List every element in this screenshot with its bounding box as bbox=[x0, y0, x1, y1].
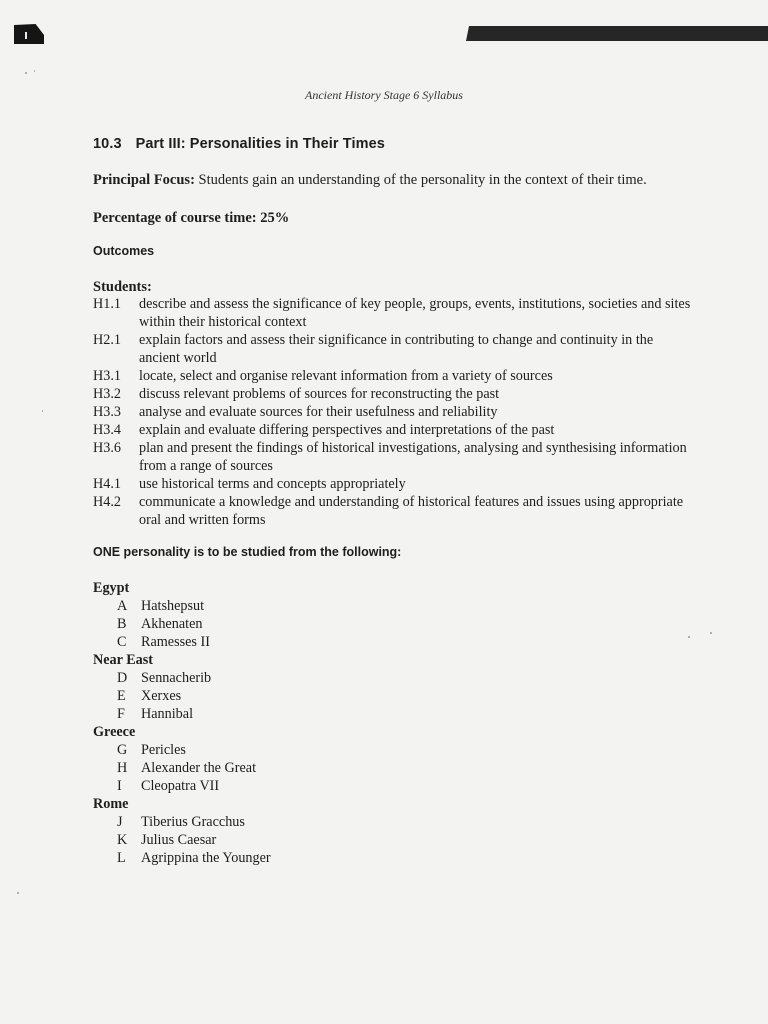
percentage-value: 25% bbox=[260, 210, 290, 226]
personality-name: Pericles bbox=[141, 742, 186, 758]
personality-letter: K bbox=[117, 832, 128, 848]
region-heading: Greece bbox=[93, 724, 136, 740]
personality-letter: J bbox=[117, 814, 123, 830]
selection-heading: ONE personality is to be studied from the following: bbox=[93, 545, 402, 559]
percentage-label: Percentage of course time: bbox=[93, 210, 257, 226]
students-label: Students: bbox=[93, 279, 152, 295]
personality-name: Akhenaten bbox=[141, 616, 203, 632]
personality-letter: L bbox=[117, 850, 126, 866]
outcome-description: use historical terms and concepts appropriately bbox=[139, 476, 406, 492]
region-heading: Near East bbox=[93, 652, 154, 668]
principal-focus bbox=[93, 172, 647, 189]
personality-item bbox=[93, 615, 271, 633]
outcome-description: describe and assess the significance of key people, groups, events, institutions, societies and sites within their historical context bbox=[139, 296, 691, 330]
outcome-code: H3.2 bbox=[93, 386, 121, 402]
personality-letter: G bbox=[117, 742, 128, 758]
personality-name: Agrippina the Younger bbox=[141, 850, 271, 866]
section-title-text: Part III: Personalities in Their Times bbox=[135, 136, 385, 152]
personality-letter: F bbox=[117, 706, 125, 722]
outcome-item bbox=[93, 475, 693, 493]
section-number: 10.3 bbox=[93, 136, 122, 152]
scan-corner-mark bbox=[14, 24, 44, 44]
outcome-code: H1.1 bbox=[93, 296, 121, 312]
personality-item bbox=[93, 759, 271, 777]
personality-name: Ramesses II bbox=[141, 634, 210, 650]
outcome-description: locate, select and organise relevant information from a variety of sources bbox=[139, 368, 553, 384]
personality-item bbox=[93, 633, 271, 651]
region-heading: Egypt bbox=[93, 580, 130, 596]
personality-regions bbox=[93, 579, 271, 867]
personality-item bbox=[93, 813, 271, 831]
personality-name: Tiberius Gracchus bbox=[141, 814, 245, 830]
personality-letter: E bbox=[117, 688, 126, 704]
personality-item bbox=[93, 669, 271, 687]
outcome-code: H3.1 bbox=[93, 368, 121, 384]
outcome-description: explain and evaluate differing perspectives and interpretations of the past bbox=[139, 422, 555, 438]
outcome-item bbox=[93, 385, 693, 403]
outcome-code: H4.1 bbox=[93, 476, 121, 492]
outcome-description: explain factors and assess their significance in contributing to change and continuity in the ancient world bbox=[139, 332, 654, 366]
outcome-item bbox=[93, 403, 693, 421]
outcome-code: H3.4 bbox=[93, 422, 121, 438]
outcome-description: discuss relevant problems of sources for reconstructing the past bbox=[139, 386, 500, 402]
principal-focus-text: Students gain an understanding of the personality in the context of their time. bbox=[198, 172, 647, 188]
outcome-item bbox=[93, 331, 693, 367]
outcome-item bbox=[93, 421, 693, 439]
personality-letter: B bbox=[117, 616, 127, 632]
personality-letter: A bbox=[117, 598, 128, 614]
personality-name: Hatshepsut bbox=[141, 598, 205, 614]
outcome-description: analyse and evaluate sources for their usefulness and reliability bbox=[139, 404, 498, 420]
personality-name: Cleopatra VII bbox=[141, 778, 220, 794]
personality-item bbox=[93, 849, 271, 867]
section-title bbox=[93, 136, 385, 152]
outcome-item bbox=[93, 367, 693, 385]
outcome-description: communicate a knowledge and understanding of historical features and issues using appropriate oral and written forms bbox=[139, 494, 684, 528]
outcome-code: H2.1 bbox=[93, 332, 121, 348]
outcomes-list bbox=[93, 295, 693, 529]
running-header: Ancient History Stage 6 Syllabus bbox=[305, 88, 463, 102]
outcomes-heading: Outcomes bbox=[93, 244, 155, 258]
personality-item bbox=[93, 687, 271, 705]
outcome-code: H3.3 bbox=[93, 404, 121, 420]
personality-name: Xerxes bbox=[141, 688, 182, 704]
outcome-item bbox=[93, 439, 693, 475]
personality-item bbox=[93, 777, 271, 795]
personality-letter: C bbox=[117, 634, 127, 650]
personality-name: Sennacherib bbox=[141, 670, 212, 686]
personality-item bbox=[93, 705, 271, 723]
personality-letter: H bbox=[117, 760, 128, 776]
personality-name: Alexander the Great bbox=[141, 760, 257, 776]
region-heading: Rome bbox=[93, 796, 129, 812]
personality-letter: I bbox=[117, 778, 122, 794]
principal-focus-label: Principal Focus: bbox=[93, 172, 195, 188]
outcome-code: H3.6 bbox=[93, 440, 121, 456]
personality-name: Julius Caesar bbox=[141, 832, 217, 848]
personality-name: Hannibal bbox=[141, 706, 194, 722]
personality-item bbox=[93, 741, 271, 759]
personality-item bbox=[93, 597, 271, 615]
personality-item bbox=[93, 831, 271, 849]
course-time-percentage bbox=[93, 210, 289, 227]
outcome-description: plan and present the findings of historical investigations, analysing and synthesising information from a range of sources bbox=[139, 440, 687, 474]
scan-edge-bar bbox=[466, 26, 768, 41]
outcome-item bbox=[93, 493, 693, 529]
personality-letter: D bbox=[117, 670, 128, 686]
outcome-code: H4.2 bbox=[93, 494, 121, 510]
outcome-item bbox=[93, 295, 693, 331]
